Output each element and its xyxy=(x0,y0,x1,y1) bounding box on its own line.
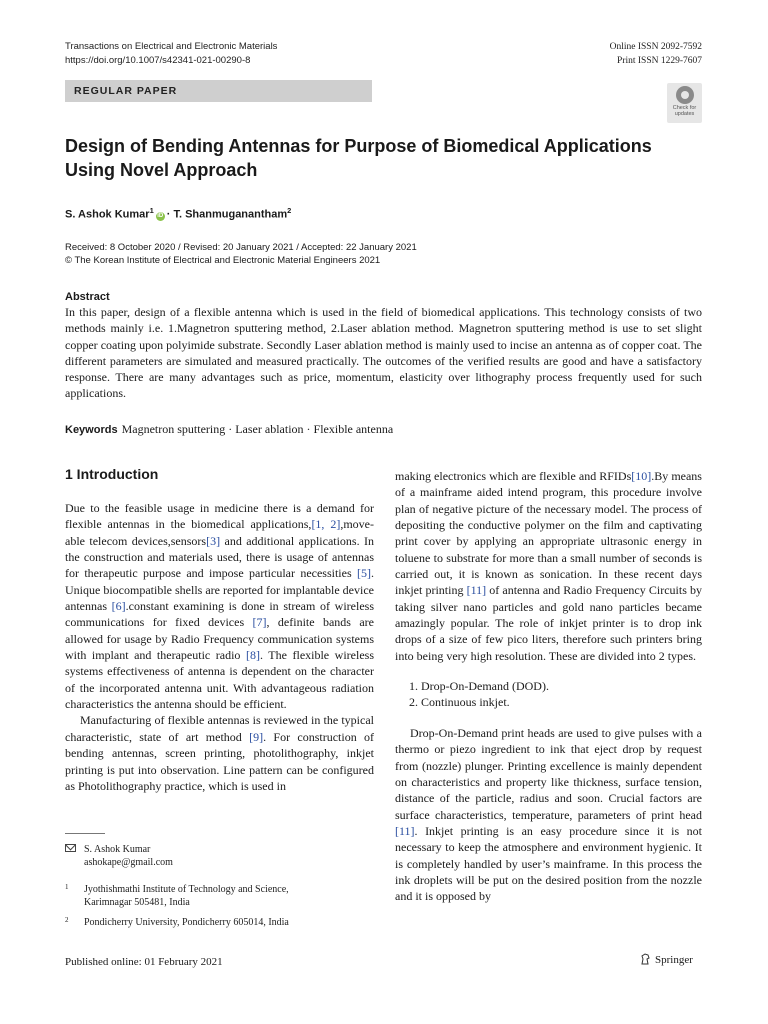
journal-name: Transactions on Electrical and Electronic Materials xyxy=(65,41,278,52)
corresponding-author xyxy=(84,843,173,869)
history-dates: Received: 8 October 2020 / Revised: 20 January 2021 / Accepted: 22 January 2021 xyxy=(65,242,417,253)
citation-link[interactable]: [11] xyxy=(466,583,487,598)
list-item: 2. Continuous inkjet. xyxy=(409,695,510,710)
citation-link[interactable]: [9] xyxy=(249,729,264,744)
springer-horse-icon xyxy=(640,953,651,965)
body-right-column xyxy=(395,468,702,905)
paragraph: Due to the feasible usage in medicine there is a demand for flexible antennas in the biomedical applications,[1, 2],move-able telecom devices,sensors[3] and additional applications. In the construction and materials used, there is usage of antennas for therapeutic purpose and impose particular necessities [5]. Unique biocompatible shells are reported for implantable device antennas [6].constant examining is done in stream of wireless communications for fixed devices [7], definite bands are allowed for usage by Radio Frequency communication systems with implant and therapeutic radio [8]. The flexible wireless systems effectiveness of antenna is dependent on the character of the incorporated antenna unit. With advantageous radiation characteristics the antenna should be efficient. xyxy=(65,501,375,712)
author-list xyxy=(65,203,291,223)
orcid-icon[interactable]: iD xyxy=(157,212,164,219)
footnote-rule xyxy=(65,833,105,834)
badge-line2: updates xyxy=(674,111,695,117)
affiliation-1 xyxy=(65,883,365,909)
author-separator: · xyxy=(166,208,171,221)
check-for-updates-badge[interactable] xyxy=(667,83,702,123)
author-1[interactable]: S. Ashok Kumar xyxy=(65,208,150,221)
update-icon xyxy=(676,86,694,104)
doi-link[interactable]: https://doi.org/10.1007/s42341-021-00290-8 xyxy=(65,55,251,66)
paragraph: Manufacturing of flexible antennas is reviewed in the typical characteristic, state of art method [9]. For construction of bending antennas, screen printing, photolithography, inkjet printing is put into observation. Line pattern can be configured as Photolithography practice, which is used in xyxy=(65,713,374,793)
corresponding-name: S. Ashok Kumar xyxy=(84,844,151,855)
citation-link[interactable]: [8] xyxy=(245,648,260,663)
publisher-logo xyxy=(640,953,693,967)
publisher-name: Springer xyxy=(655,954,693,966)
affiliation-number: 2 xyxy=(65,916,69,924)
abstract-text: In this paper, design of a flexible antenna which is used in the field of biomedical applications. This technology consists of two methods mainly i.e. 1.Magnetron sputtering method, 2.Laser ablation method. Magnetron sputtering method is use to set slight copper coating upon polyimide substrate. Secondly Laser ablation method is mainly used to incise an antenna as of copper coat. The different parameters are simulated and measured practically. The outcomes of the verified results are good and have a satisfactory response. There are many advantages such as price, momentum, elasticity over lithography process frequently used for such applications. xyxy=(65,305,702,401)
article-dates xyxy=(65,241,417,267)
affiliation-2 xyxy=(65,916,365,929)
affiliation-number: 1 xyxy=(65,883,69,891)
citation-link[interactable]: [6] xyxy=(111,599,126,614)
citation-link[interactable]: [3] xyxy=(206,533,221,548)
corresponding-email[interactable]: ashokape@gmail.com xyxy=(84,857,173,868)
keywords xyxy=(65,421,393,438)
author-2[interactable]: T. Shanmuganantham xyxy=(173,208,288,221)
citation-link[interactable]: [7] xyxy=(252,615,267,630)
print-issn: Print ISSN 1229-7607 xyxy=(617,56,702,66)
paragraph: Drop-On-Demand print heads are used to give pulses with a thermo or piezo ingredient to ink that eject drop by request from (nozzle) plunger. Printing excellence is mainly dependent on characteristics and property like thickness, surface tension, distance of the particle, radius and soon. Crucial factors are surface characteristics, temperature, parameters of print head [11]. Inkjet printing is an easy procedure since it is not necessary to keep the atmosphere and environment hygienic. It is completely handled by user’s mainframe. In this process the ink droplets will be put on the desired position from the nozzle and it is opposed by xyxy=(395,725,702,904)
affiliation-line: Karimnagar 505481, India xyxy=(84,897,190,908)
citation-link[interactable]: [1, 2] xyxy=(311,517,341,532)
badge-line1: Check for xyxy=(672,105,697,111)
email-icon xyxy=(65,844,76,852)
list-item: 1. Drop-On-Demand (DOD). xyxy=(409,679,549,694)
article-type-banner: REGULAR PAPER xyxy=(65,80,372,102)
body-left-column xyxy=(65,500,374,794)
paper-title: Design of Bending Antennas for Purpose of Biomedical Applications Using Novel Approach xyxy=(65,136,652,180)
paragraph: making electronics which are flexible and RFIDs[10].By means of a mainframe aided intend program, this procedure involve plan of negative picture of the necessary model. The process of depositing the conductive polymer on the film and captivating print cover by applying an appropriate ultrasonic energy in toluene to substrate for more than a small number of seconds is carried out, it is known as sonication. In these recent days inkjet printing [11] of antenna and Radio Frequency Circuits by taking silver nano particles and gold nano particles became amazingly popular. The role of inkjet printer is to drop ink drops of a size of few pico liters, therefore such printers bring into being very high resolution. These are divided into 2 types. xyxy=(395,469,702,663)
published-date: Published online: 01 February 2021 xyxy=(65,956,223,968)
citation-link[interactable]: [10] xyxy=(631,469,652,483)
abstract-heading: Abstract xyxy=(65,291,110,303)
copyright: © The Korean Institute of Electrical and Electronic Material Engineers 2021 xyxy=(65,255,381,266)
keywords-text: Magnetron sputtering · Laser ablation · Flexible antenna xyxy=(121,422,394,436)
online-issn: Online ISSN 2092-7592 xyxy=(609,42,702,52)
author-2-affil: 2 xyxy=(287,206,292,215)
citation-link[interactable]: [11] xyxy=(395,823,415,838)
keywords-label: Keywords xyxy=(65,424,118,436)
affiliation-line: Pondicherry University, Pondicherry 605014, India xyxy=(84,917,289,928)
author-1-affil: 1 xyxy=(149,206,154,215)
citation-link[interactable]: [5] xyxy=(357,566,371,581)
affiliation-line: Jyothishmathi Institute of Technology and Science, xyxy=(84,884,289,895)
numbered-list xyxy=(395,678,702,711)
section-heading: 1 Introduction xyxy=(65,466,159,482)
